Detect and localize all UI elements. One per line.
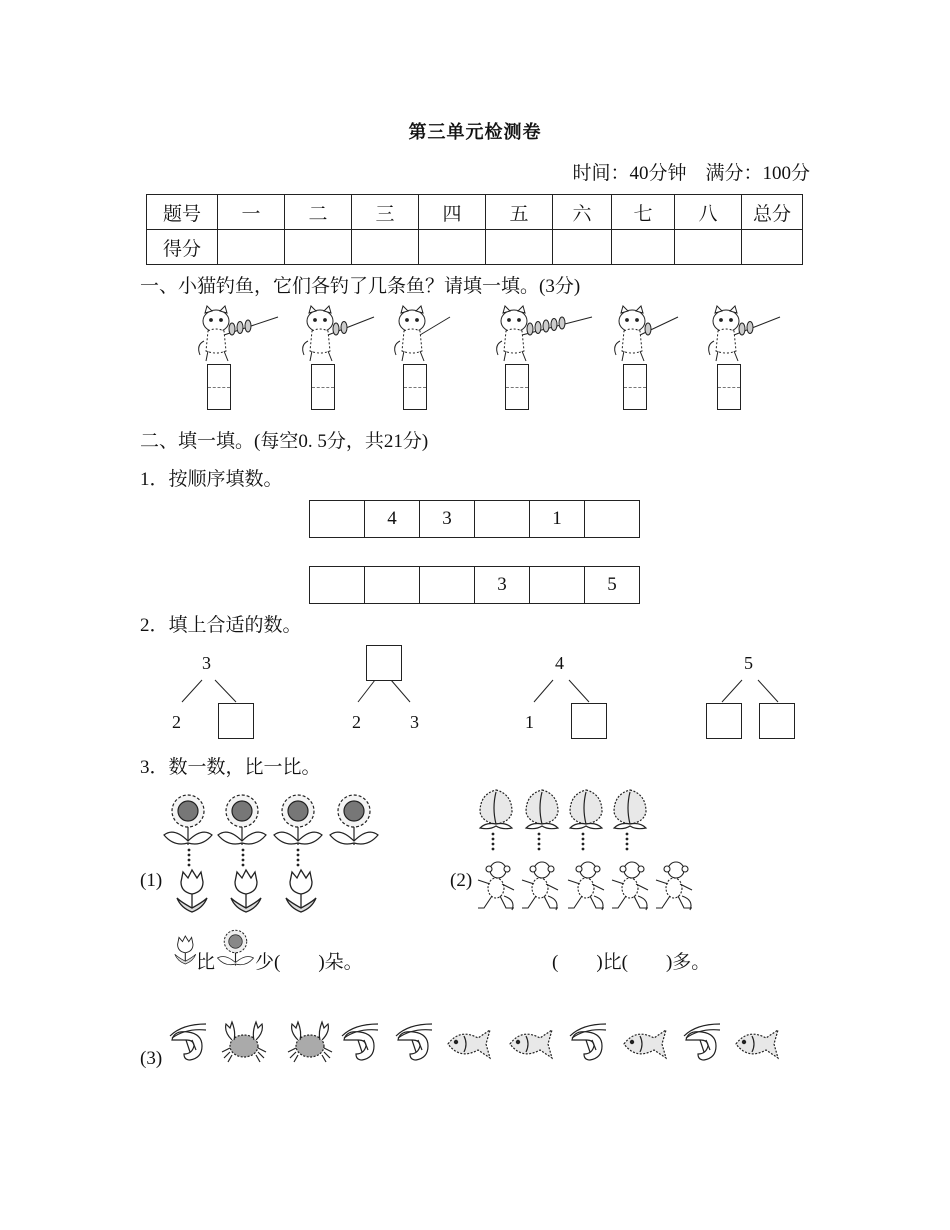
dotted-connector — [580, 832, 586, 852]
section2-heading: 二、填一填。(每空0. 5分，共21分) — [140, 431, 429, 452]
tulip-icon — [172, 936, 196, 968]
q3-part2-sentence: ( )比( )多。 — [552, 952, 711, 973]
monkey-icon — [652, 860, 696, 912]
q2-label: 2．填上合适的数。 — [140, 615, 302, 636]
shrimp-icon — [166, 1022, 210, 1066]
monkey-icon — [474, 860, 518, 912]
bond-top-number: 3 — [202, 653, 211, 673]
q3-part3-number: (3) — [140, 1048, 163, 1069]
bond-answer-box[interactable] — [759, 703, 795, 739]
sunflower-icon — [328, 793, 380, 845]
score-header-cell: 一 — [218, 195, 285, 230]
q3-label: 3．数一数，比一比。 — [140, 757, 321, 778]
q3-part2-number: (2) — [450, 870, 473, 891]
page-title: 第三单元检测卷 — [408, 122, 542, 142]
tulip-icon — [227, 870, 267, 914]
peach-icon — [610, 786, 650, 830]
sequence-cell: 1 — [530, 501, 585, 538]
shrimp-icon — [338, 1022, 382, 1066]
q1-label: 1．按顺序填数。 — [140, 469, 283, 490]
q3-part1-sentence: 少( )朵。 — [255, 952, 363, 973]
time-info: 时间：40分钟 满分：100分 — [572, 163, 810, 184]
q3-part1-bi: 比 — [196, 952, 216, 973]
score-header-cell: 七 — [612, 195, 675, 230]
fish-icon — [508, 1026, 556, 1062]
q3-part1-number: (1) — [140, 870, 163, 891]
bond-left-number: 2 — [172, 712, 181, 732]
sequence-cell: 4 — [365, 501, 420, 538]
section1-heading: 一、小猫钓鱼，它们各钓了几条鱼？请填一填。(3分) — [140, 276, 581, 297]
peach-icon — [476, 786, 516, 830]
crab-icon — [286, 1020, 334, 1066]
score-header-cell: 四 — [419, 195, 486, 230]
peach-icon — [522, 786, 562, 830]
crab-icon — [220, 1020, 268, 1066]
sunflower-icon — [272, 793, 324, 845]
sunflower-icon — [216, 928, 256, 970]
bond-answer-box[interactable] — [571, 703, 607, 739]
score-header-cell: 八 — [675, 195, 742, 230]
dotted-connector — [624, 832, 630, 852]
score-header-cell: 六 — [553, 195, 612, 230]
fish-icon — [622, 1026, 670, 1062]
score-row-label: 得分 — [147, 230, 218, 265]
shrimp-icon — [680, 1022, 724, 1066]
dotted-connector — [295, 848, 301, 868]
tulip-icon — [173, 870, 213, 914]
sequence-cell: 5 — [585, 567, 640, 604]
sequence-cell: 3 — [475, 567, 530, 604]
score-header-cell: 总分 — [742, 195, 803, 230]
tulip-icon — [282, 870, 322, 914]
bond-answer-box[interactable] — [218, 703, 254, 739]
score-header-cell: 二 — [285, 195, 352, 230]
bond-answer-box[interactable] — [706, 703, 742, 739]
score-header-cell: 五 — [486, 195, 553, 230]
fish-icon — [446, 1026, 494, 1062]
dotted-connector — [240, 848, 246, 868]
bond-answer-box[interactable] — [366, 645, 402, 681]
dotted-connector — [186, 848, 192, 868]
monkey-icon — [564, 860, 608, 912]
dotted-connector — [536, 832, 542, 852]
bond-right-number: 3 — [410, 712, 419, 732]
score-header-cell: 题号 — [147, 195, 218, 230]
shrimp-icon — [566, 1022, 610, 1066]
sunflower-icon — [162, 793, 214, 845]
sequence-cell: 3 — [420, 501, 475, 538]
bond-top-number: 5 — [744, 653, 753, 673]
bond-left-number: 1 — [525, 712, 534, 732]
monkey-icon — [608, 860, 652, 912]
dotted-connector — [490, 832, 496, 852]
fish-icon — [734, 1026, 782, 1062]
shrimp-icon — [392, 1022, 436, 1066]
bond-top-number: 4 — [555, 653, 564, 673]
sunflower-icon — [216, 793, 268, 845]
monkey-icon — [518, 860, 562, 912]
bond-left-number: 2 — [352, 712, 361, 732]
score-header-cell: 三 — [352, 195, 419, 230]
peach-icon — [566, 786, 606, 830]
